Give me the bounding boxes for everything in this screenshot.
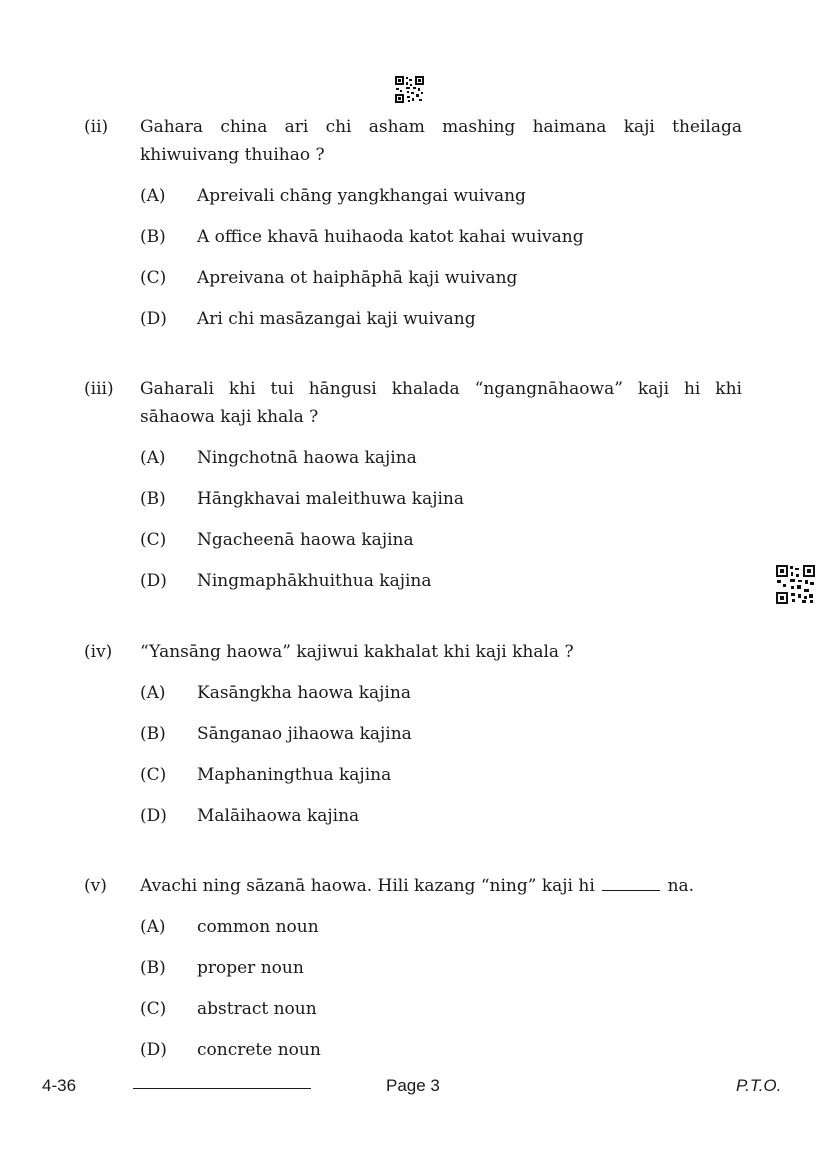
- option: [140, 720, 742, 761]
- option-text: Maphaningthua kajina: [197, 765, 392, 785]
- option-letter: (A): [140, 186, 166, 206]
- question-iv: [84, 638, 742, 843]
- question-text: Gaharali khi tui hāngusi khalada “ngangnāhaowa” kaji hi khi sāhaowa kaji khala ?: [140, 379, 742, 427]
- option-text: Sānganao jihaowa kajina: [197, 724, 412, 744]
- option-letter: (D): [140, 571, 167, 591]
- pto-label: P.T.O.: [736, 1076, 782, 1095]
- option-letter: (A): [140, 448, 166, 468]
- option-letter: (C): [140, 268, 167, 288]
- question-text: [140, 872, 742, 900]
- option-text: A office khavā huihaoda katot kahai wuivang: [197, 227, 584, 247]
- paper-code: 4-36: [42, 1076, 77, 1095]
- question-number: (ii): [84, 117, 109, 137]
- option: [140, 182, 742, 223]
- option-text: Apreivana ot haiphāphā kaji wuivang: [197, 268, 518, 288]
- option-letter: (B): [140, 958, 166, 978]
- option-text: concrete noun: [197, 1040, 321, 1060]
- option-text: Ningmaphākhuithua kajina: [197, 571, 432, 591]
- option-text: Ngacheenā haowa kajina: [197, 530, 414, 550]
- option: [140, 995, 742, 1036]
- option-letter: (D): [140, 1040, 167, 1060]
- option-text: Malāihaowa kajina: [197, 806, 360, 826]
- question-number: (iii): [84, 379, 114, 399]
- option-letter: (B): [140, 724, 166, 744]
- option-letter: (D): [140, 309, 167, 329]
- question-iii: [84, 375, 742, 608]
- option: [140, 223, 742, 264]
- question-number: (v): [84, 876, 107, 896]
- option: [140, 1036, 742, 1077]
- page-number: Page 3: [386, 1076, 440, 1095]
- qr-code-icon: [776, 565, 815, 604]
- option-text: Ningchotnā haowa kajina: [197, 448, 417, 468]
- option: [140, 444, 742, 485]
- option-letter: (C): [140, 765, 167, 785]
- option-letter: (C): [140, 999, 167, 1019]
- option-letter: (B): [140, 489, 166, 509]
- option-text: Apreivali chāng yangkhangai wuivang: [197, 186, 526, 206]
- option: [140, 526, 742, 567]
- question-number: (iv): [84, 642, 113, 662]
- option-text: Kasāngkha haowa kajina: [197, 683, 411, 703]
- option: [140, 802, 742, 843]
- option-letter: (C): [140, 530, 167, 550]
- question-text-before: Avachi ning sāzanā haowa. Hili kazang “ning” kaji hi: [140, 876, 595, 896]
- question-text-after: na.: [667, 876, 695, 896]
- option-text: Hāngkhavai maleithuwa kajina: [197, 489, 464, 509]
- option: [140, 954, 742, 995]
- question-text: Gahara china ari chi asham mashing haimana kaji theilaga khiwuivang thuihao ?: [140, 117, 742, 165]
- question-v: [84, 872, 742, 1077]
- option: [140, 567, 742, 608]
- option-letter: (D): [140, 806, 167, 826]
- option: [140, 485, 742, 526]
- option: [140, 305, 742, 346]
- answer-blank: [602, 872, 660, 891]
- option-text: common noun: [197, 917, 319, 937]
- option: [140, 761, 742, 802]
- option-text: Ari chi masāzangai kaji wuivang: [197, 309, 476, 329]
- option: [140, 264, 742, 305]
- option-letter: (A): [140, 917, 166, 937]
- option: [140, 679, 742, 720]
- qr-code-icon: [395, 76, 424, 103]
- option-letter: (A): [140, 683, 166, 703]
- option-text: abstract noun: [197, 999, 317, 1019]
- option-text: proper noun: [197, 958, 304, 978]
- question-ii: [84, 113, 742, 346]
- footer-divider: [133, 1088, 311, 1089]
- option-letter: (B): [140, 227, 166, 247]
- option: [140, 913, 742, 954]
- question-text: “Yansāng haowa” kajiwui kakhalat khi kaji khala ?: [140, 642, 574, 662]
